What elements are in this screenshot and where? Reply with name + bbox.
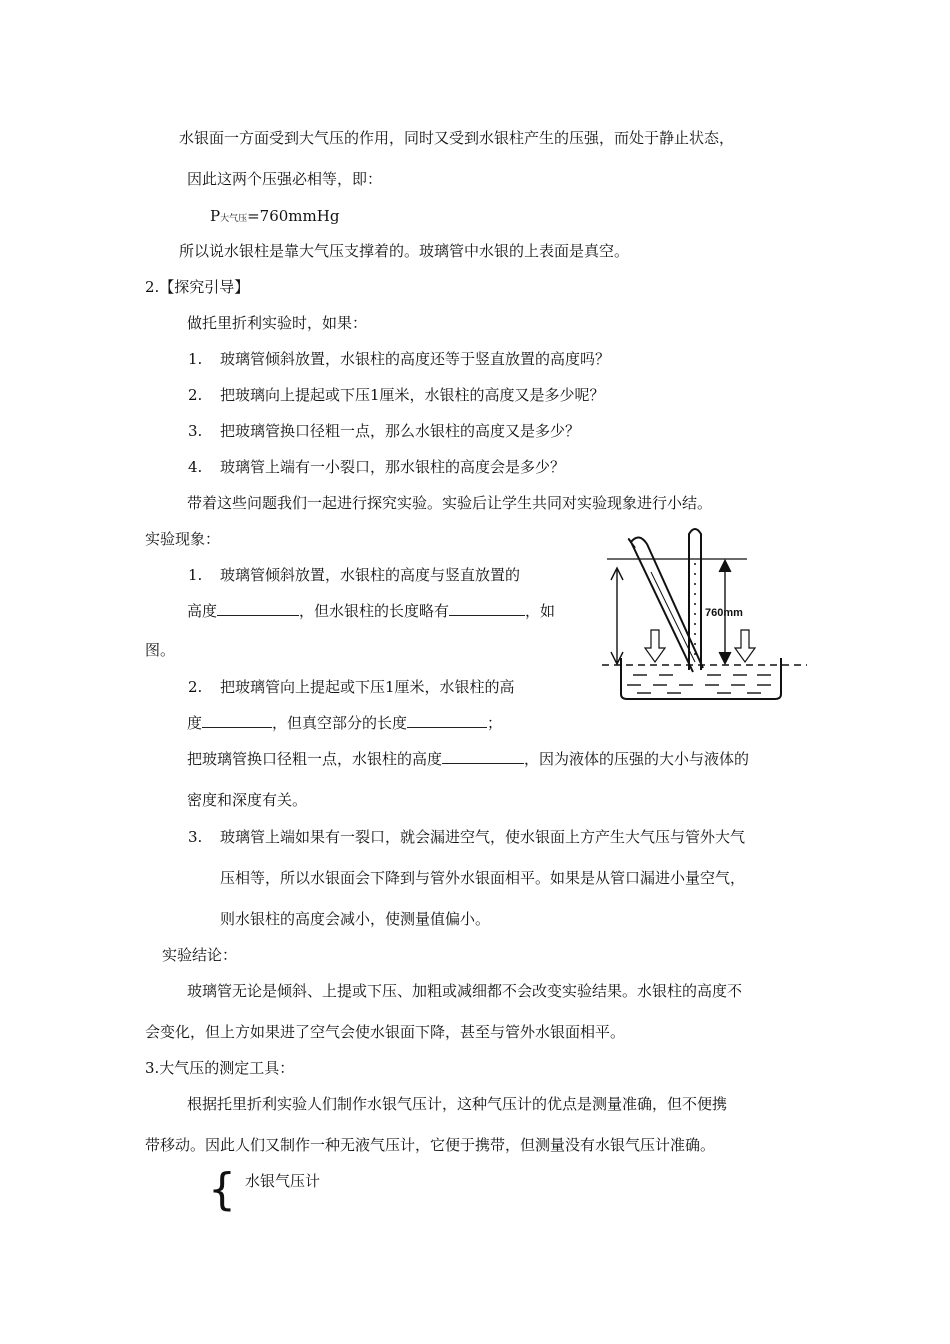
question-number: 4. <box>188 458 203 476</box>
mercury-column-dots <box>694 563 696 655</box>
question-number: 2. <box>188 386 203 404</box>
height-label: 760mm <box>705 607 743 619</box>
formula-subscript: 大气压 <box>220 214 248 224</box>
paragraph-line <box>187 713 502 733</box>
paragraph-line: 玻璃管倾斜放置，水银柱的高度与竖直放置的 <box>220 566 521 584</box>
question-text: 把玻璃管换口径粗一点，那么水银柱的高度又是多少？ <box>220 422 581 440</box>
phenomena-label: 实验现象： <box>145 530 221 548</box>
pressure-arrow-icon <box>645 630 665 662</box>
item-number: 3. <box>188 828 203 846</box>
pressure-arrow-icon <box>735 630 755 662</box>
paragraph-line: 密度和深度有关。 <box>187 791 308 809</box>
mercury-hatching <box>627 675 771 693</box>
torricelli-diagram <box>597 522 807 702</box>
text-fragment: 度 <box>187 714 203 732</box>
question-text: 把玻璃向上提起或下压1厘米，水银柱的高度又是多少呢？ <box>220 386 605 404</box>
item-number: 1. <box>188 566 203 584</box>
paragraph-line: 把玻璃管向上提起或下压1厘米，水银柱的高 <box>220 678 515 696</box>
question-text: 玻璃管倾斜放置，水银柱的高度还等于竖直放置的高度吗？ <box>220 350 611 368</box>
fill-blank <box>449 601 525 616</box>
paragraph-line: 所以说水银柱是靠大气压支撑着的。玻璃管中水银的上表面是真空。 <box>179 242 630 260</box>
fill-blank <box>202 713 272 728</box>
paragraph-line: 玻璃管无论是倾斜、上提或下压、加粗或减细都不会改变实验结果。水银柱的高度不 <box>187 982 743 1000</box>
text-fragment: ，但真空部分的长度 <box>272 714 408 732</box>
question-number: 3. <box>188 422 203 440</box>
section-heading: 2.【探究引导】 <box>145 278 250 296</box>
paragraph-line <box>187 601 555 621</box>
text-fragment: 高度 <box>187 602 218 620</box>
question-text: 玻璃管上端有一小裂口，那水银柱的高度会是多少？ <box>220 458 566 476</box>
fill-blank <box>217 601 299 616</box>
paragraph-line: 做托里折利实验时，如果： <box>187 314 368 332</box>
item-number: 2. <box>188 678 203 696</box>
fill-blank <box>407 713 487 728</box>
paragraph-line: 根据托里折利实验人们制作水银气压计，这种气压计的优点是测量准确，但不便携 <box>187 1095 728 1113</box>
text-fragment: ，因为液体的压强的大小与液体的 <box>524 750 750 768</box>
tilted-tube <box>629 537 703 672</box>
section-heading: 3.大气压的测定工具： <box>145 1059 295 1077</box>
curly-brace: { <box>208 1164 236 1215</box>
paragraph-line: 则水银柱的高度会减小，使测量值偏小。 <box>220 910 491 928</box>
paragraph-line <box>187 749 749 769</box>
brace-item: 水银气压计 <box>245 1172 321 1190</box>
text-fragment: ，但水银柱的长度略有 <box>299 602 450 620</box>
paragraph-line: 压相等，所以水银面会下降到与管外水银面相平。如果是从管口漏进小量空气， <box>220 869 746 887</box>
paragraph-line: 带着这些问题我们一起进行探究实验。实验后让学生共同对实验现象进行小结。 <box>187 494 713 512</box>
fill-blank <box>442 749 524 764</box>
paragraph-line: 带移动。因此人们又制作一种无液气压计，它便于携带，但测量没有水银气压计准确。 <box>145 1136 716 1154</box>
paragraph-line: 水银面一方面受到大气压的作用，同时又受到水银柱产生的压强，而处于静止状态， <box>179 129 735 147</box>
paragraph-line: 玻璃管上端如果有一裂口，就会漏进空气，使水银面上方产生大气压与管外大气 <box>220 828 746 846</box>
formula-value: =760mmHg <box>247 207 340 225</box>
paragraph-line: 图。 <box>145 641 176 659</box>
formula-line <box>210 206 339 229</box>
formula-p: P <box>210 207 221 225</box>
text-fragment: ，如 <box>525 602 556 620</box>
question-number: 1. <box>188 350 203 368</box>
text-fragment: ； <box>487 714 503 732</box>
text-fragment: 把玻璃管换口径粗一点，水银柱的高度 <box>187 750 443 768</box>
paragraph-line: 因此这两个压强必相等，即： <box>187 170 383 188</box>
paragraph-line: 会变化，但上方如果进了空气会使水银面下降，甚至与管外水银面相平。 <box>145 1023 626 1041</box>
conclusion-label: 实验结论： <box>162 946 238 964</box>
